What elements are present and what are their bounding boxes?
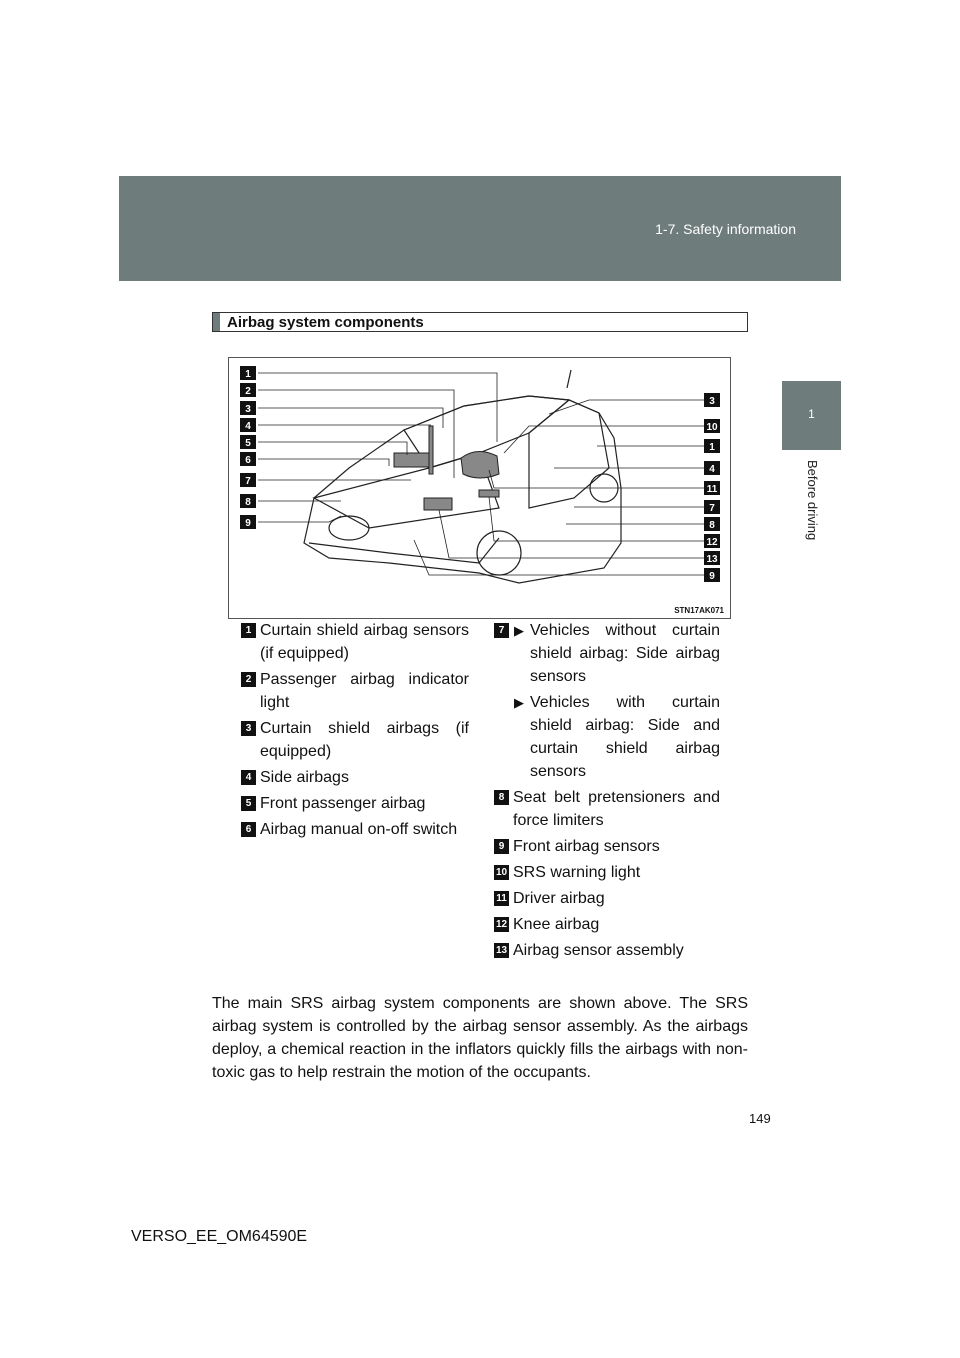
legend-text: Vehicles with curtain shield airbag: Side and curtain shield airbag sensors <box>530 694 720 780</box>
legend-item <box>494 861 720 884</box>
legend-item <box>241 818 469 841</box>
legend-text: Seat belt pretensioners and force limiters <box>513 789 720 829</box>
legend-badge: 6 <box>241 822 256 837</box>
leader-r3 <box>549 400 704 414</box>
chapter-label-text: Before driving <box>805 460 820 541</box>
legend-item <box>494 786 720 832</box>
leader-r12 <box>489 497 704 541</box>
car-body-outline <box>304 396 621 583</box>
legend-item-7a <box>494 619 720 688</box>
section-title <box>212 312 748 332</box>
legend-badge: 8 <box>494 790 509 805</box>
header-band <box>119 176 841 281</box>
legend-item <box>494 887 720 910</box>
leader-r13 <box>439 510 704 558</box>
legend-item <box>241 668 469 714</box>
section-title-text: Airbag system components <box>227 314 424 331</box>
left-callouts <box>240 366 256 529</box>
title-accent-bar <box>213 313 220 331</box>
legend-left-column <box>241 619 469 844</box>
chapter-tab <box>782 381 841 450</box>
legend-badge: 9 <box>494 839 509 854</box>
front-wheel <box>477 531 521 575</box>
legend-item <box>494 913 720 936</box>
legend-badge: 2 <box>241 672 256 687</box>
legend-badge: 4 <box>241 770 256 785</box>
legend-item <box>494 939 720 962</box>
chapter-label <box>783 460 841 560</box>
legend-item-7b <box>494 691 720 783</box>
legend-badge: 3 <box>241 721 256 736</box>
right-callout-label: 10 <box>706 422 718 433</box>
airbag-diagram-svg <box>229 358 732 620</box>
left-callout-label: 3 <box>245 404 251 415</box>
legend-badge: 11 <box>494 891 509 906</box>
leader-r9 <box>414 540 704 575</box>
legend-text: Front airbag sensors <box>513 838 660 855</box>
legend-text: SRS warning light <box>513 864 641 881</box>
legend-text: Knee airbag <box>513 916 600 933</box>
right-callout-label: 11 <box>706 484 718 495</box>
legend-badge: 5 <box>241 796 256 811</box>
left-callout-label: 8 <box>245 497 251 508</box>
car-front-door <box>529 400 609 508</box>
leader-9 <box>258 516 341 522</box>
document-code: VERSO_EE_OM64590E <box>131 1228 308 1245</box>
driver-airbag-shape <box>461 451 499 478</box>
legend-item <box>241 717 469 763</box>
side-airbag-shape <box>429 426 433 474</box>
legend-text: Passenger airbag indicator light <box>260 671 469 711</box>
right-callout-label: 12 <box>706 537 718 548</box>
right-callout-label: 3 <box>709 396 715 407</box>
legend-text: Front passenger airbag <box>260 795 426 812</box>
legend-text: Driver airbag <box>513 890 605 907</box>
legend-text: Airbag sensor assembly <box>513 942 684 959</box>
car-illustration <box>304 370 621 583</box>
car-antenna <box>567 370 571 388</box>
knee-airbag-shape <box>479 490 499 497</box>
left-callout-label: 5 <box>245 438 251 449</box>
description-paragraph: The main SRS airbag system components are shown above. The SRS airbag system is controlled by the airbag sensor assembly. As the airbags deploy, a chemical reaction in the inflators quickly fills the airbags with non-toxic gas to help restrain the motion of the occupants. <box>212 995 748 1081</box>
left-callout-label: 1 <box>245 369 251 380</box>
legend-badge: 1 <box>241 623 256 638</box>
leader-6 <box>258 459 389 466</box>
airbag-diagram <box>228 357 731 619</box>
airbag-sensor-assembly-shape <box>424 498 452 510</box>
legend-item <box>241 766 469 789</box>
legend-right-column <box>494 619 720 965</box>
legend-item <box>241 619 469 665</box>
legend-badge: 13 <box>495 945 508 956</box>
legend-text: Side airbags <box>260 769 349 786</box>
legend-text: Curtain shield airbags (if equipped) <box>260 720 469 760</box>
left-callout-label: 9 <box>245 518 251 529</box>
right-callout-label: 1 <box>709 442 715 453</box>
front-passenger-airbag-shape <box>394 453 429 467</box>
page-number: 149 <box>749 1111 771 1126</box>
right-callout-label: 8 <box>709 520 715 531</box>
bullet-triangle-icon: ▶ <box>514 695 524 710</box>
legend-badge: 7 <box>494 623 509 638</box>
right-callout-label: 13 <box>706 554 718 565</box>
legend-badge: 10 <box>495 867 508 878</box>
legend-text: Curtain shield airbag sensors (if equipped) <box>260 622 469 662</box>
figure-code: STN17AK071 <box>674 606 724 615</box>
right-callout-label: 4 <box>709 464 715 475</box>
left-callout-label: 7 <box>245 476 251 487</box>
right-callouts <box>704 393 720 582</box>
legend-item <box>241 792 469 815</box>
left-callout-label: 4 <box>245 421 251 432</box>
right-callout-label: 9 <box>709 571 715 582</box>
front-grille <box>329 516 369 540</box>
legend-badge: 12 <box>495 919 508 930</box>
right-callout-label: 7 <box>709 503 715 514</box>
left-callout-label: 6 <box>245 455 251 466</box>
bullet-triangle-icon: ▶ <box>514 623 524 638</box>
chapter-number: 1 <box>808 407 815 421</box>
legend-text: Vehicles without curtain shield airbag: Side airbag sensors <box>530 622 720 685</box>
left-callout-label: 2 <box>245 386 251 397</box>
legend-text: Airbag manual on-off switch <box>260 821 458 838</box>
section-header: 1-7. Safety information <box>655 221 796 237</box>
legend-item <box>494 835 720 858</box>
